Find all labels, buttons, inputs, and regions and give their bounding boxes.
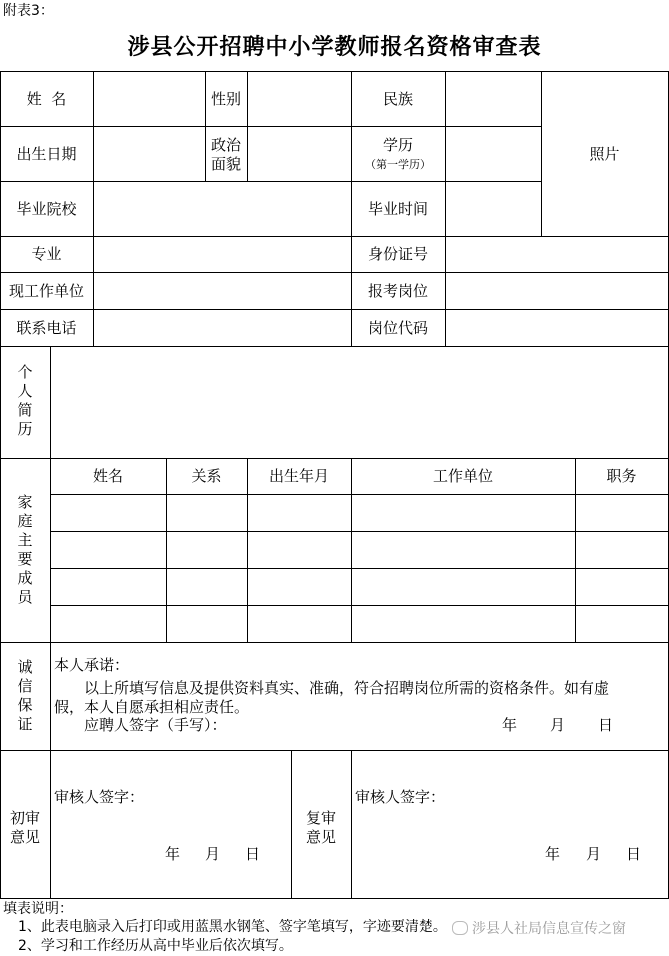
label-school: 毕业院校 — [16, 200, 77, 218]
second-review-month: 月 — [586, 845, 602, 863]
wechat-icon — [452, 921, 468, 935]
family-header-position: 职务 — [606, 467, 637, 485]
pledge-line2: 假，本人自愿承担相应责任。 — [54, 698, 250, 716]
label-birth-date: 出生日期 — [16, 145, 77, 163]
label-pledge: 诚信保证 — [17, 658, 33, 733]
second-reviewer-signature: 审核人签字： — [355, 788, 446, 806]
pledge-signature: 应聘人签字（手写）： — [84, 716, 227, 734]
pledge-month: 月 — [550, 716, 566, 734]
label-family: 家庭主要成员 — [17, 493, 33, 606]
watermark: 涉县人社局信息宣传之窗 — [472, 921, 626, 937]
label-phone: 联系电话 — [16, 319, 77, 337]
notes-item-2: 2、学习和工作经历从高中毕业后依次填写。 — [18, 938, 293, 954]
label-education-note: （第一学历） — [365, 158, 431, 171]
second-review-day: 日 — [626, 845, 642, 863]
label-employer: 现工作单位 — [8, 282, 84, 300]
family-header-employer: 工作单位 — [432, 467, 493, 485]
label-gender: 性别 — [210, 90, 241, 108]
label-applied-post: 报考岗位 — [367, 282, 428, 300]
page-title: 涉县公开招聘中小学教师报名资格审查表 — [127, 34, 542, 60]
label-grad-time: 毕业时间 — [367, 200, 428, 218]
label-second-review-2: 意见 — [305, 828, 336, 846]
label-education: 学历 — [382, 136, 413, 154]
label-second-review-1: 复审 — [305, 809, 336, 827]
label-first-review-1: 初审 — [9, 809, 40, 827]
attachment-label: 附表3： — [3, 3, 54, 19]
label-resume: 个人简历 — [17, 363, 33, 438]
label-major: 专业 — [31, 245, 62, 263]
label-first-review-2: 意见 — [9, 828, 40, 846]
notes-heading: 填表说明： — [3, 901, 73, 917]
first-review-day: 日 — [245, 845, 261, 863]
second-review-year: 年 — [545, 845, 561, 863]
label-ethnicity: 民族 — [382, 90, 413, 108]
label-political-1: 政治 — [210, 136, 241, 154]
pledge-day: 日 — [598, 716, 614, 734]
label-name: 姓 名 — [26, 90, 67, 108]
family-header-birth: 出生年月 — [268, 467, 329, 485]
family-header-name: 姓名 — [92, 467, 123, 485]
first-review-month: 月 — [205, 845, 221, 863]
pledge-heading: 本人承诺： — [54, 656, 130, 674]
first-reviewer-signature: 审核人签字： — [54, 788, 145, 806]
family-header-relation: 关系 — [191, 467, 222, 485]
label-photo: 照片 — [589, 145, 620, 163]
label-id-number: 身份证号 — [367, 245, 428, 263]
notes-item-1: 1、此表电脑录入后打印或用蓝黑水钢笔、签字笔填写，字迹要清楚。 — [18, 919, 447, 935]
first-review-year: 年 — [165, 845, 181, 863]
label-post-code: 岗位代码 — [367, 319, 428, 337]
label-political-2: 面貌 — [210, 155, 241, 173]
pledge-line1: 以上所填写信息及提供资料真实、准确，符合招聘岗位所需的资格条件。如有虚 — [84, 679, 610, 697]
pledge-year: 年 — [502, 716, 518, 734]
